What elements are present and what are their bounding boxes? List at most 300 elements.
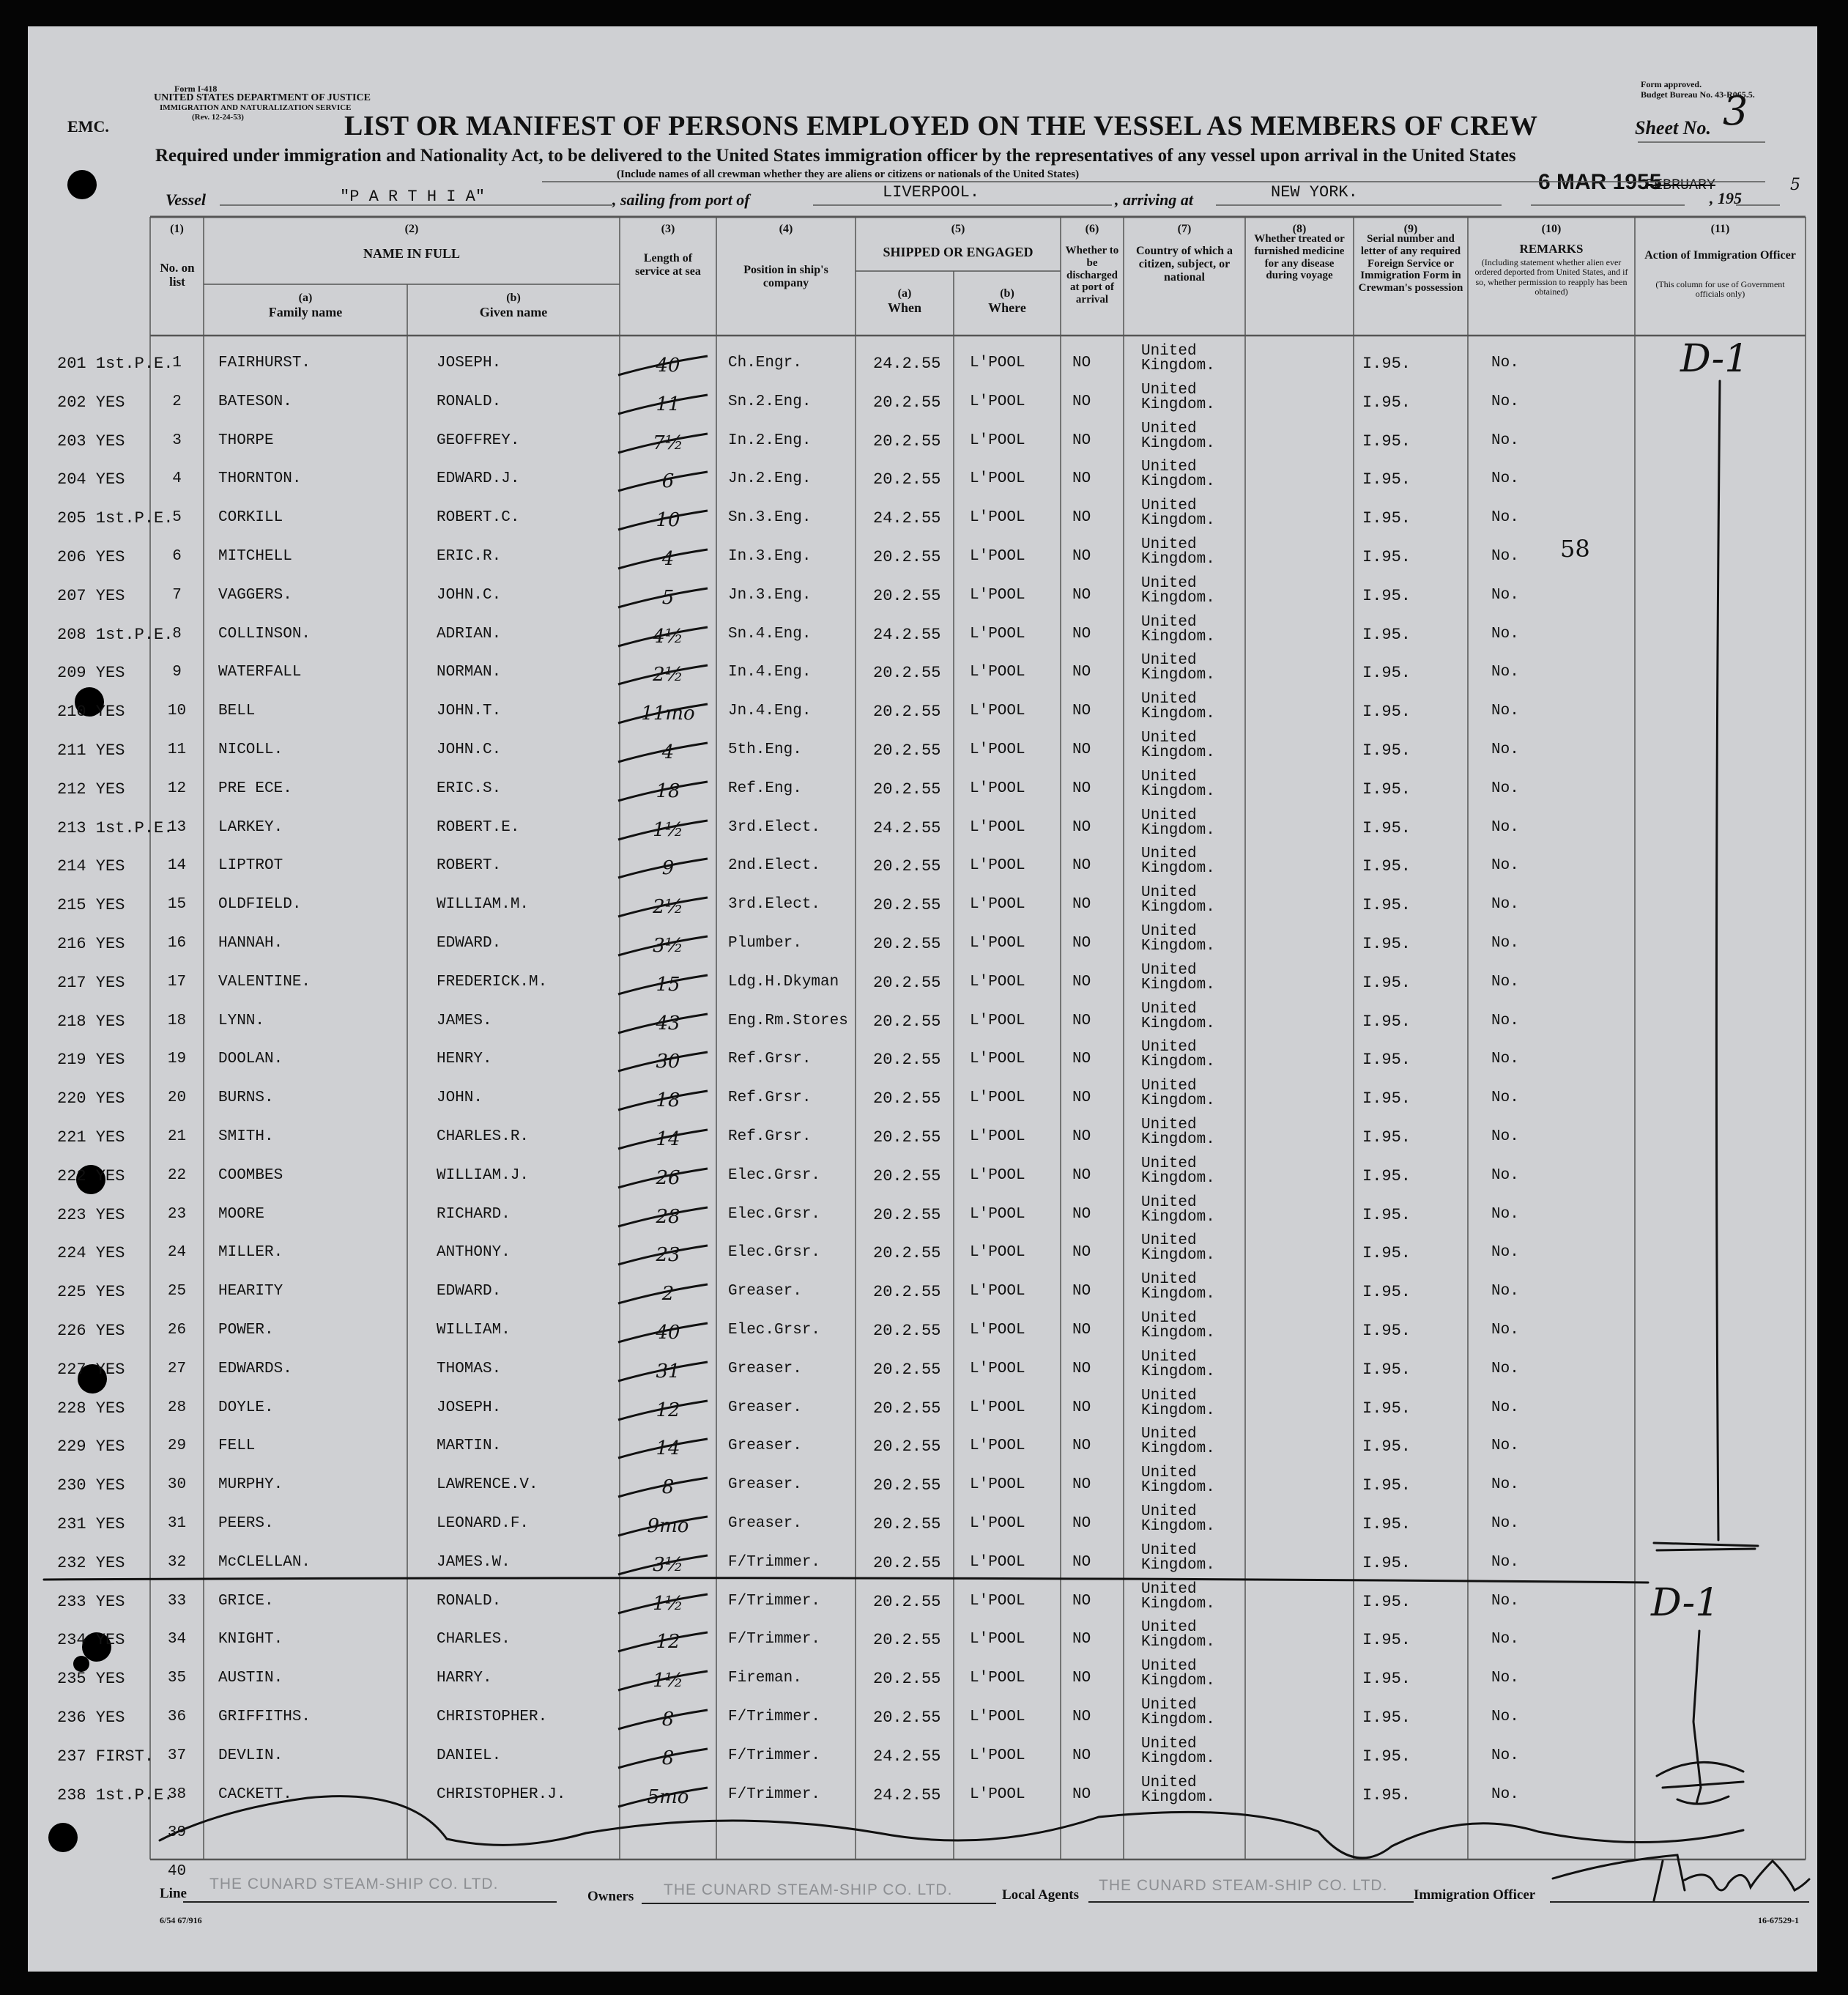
family-name: PRE ECE. bbox=[218, 780, 292, 797]
row-left-annotation: 214 YES bbox=[57, 857, 125, 876]
length-of-service: 18 bbox=[656, 1089, 680, 1112]
vessel-label: Vessel bbox=[166, 190, 206, 209]
position: Jn.3.Eng. bbox=[728, 586, 812, 604]
shipped-where: L'POOL bbox=[970, 1670, 1025, 1687]
sheet-number: 3 bbox=[1723, 88, 1748, 134]
row-left-annotation: 206 YES bbox=[57, 548, 125, 566]
shipped-where: L'POOL bbox=[970, 625, 1025, 643]
shipped-when: 20.2.55 bbox=[873, 1670, 941, 1689]
row-left-annotation: 222 YES bbox=[57, 1166, 125, 1185]
country: United Kingdom. bbox=[1141, 1232, 1215, 1265]
serial-form: I.95. bbox=[1362, 1244, 1411, 1263]
form-approved: Form approved. bbox=[1641, 79, 1702, 89]
position: Greaser. bbox=[728, 1399, 802, 1416]
year-prefix: , 195 bbox=[1710, 189, 1742, 207]
given-name: ERIC.S. bbox=[437, 780, 502, 797]
family-name: OLDFIELD. bbox=[218, 896, 302, 914]
family-name: COOMBES bbox=[218, 1166, 283, 1184]
given-name: JAMES. bbox=[437, 1012, 492, 1029]
col10-note: (Including statement whether alien ever ordered deported from United States, and if so, whether permission to reapply has been obtained) bbox=[1474, 257, 1628, 297]
shipped-when: 20.2.55 bbox=[873, 1128, 941, 1147]
discharged: NO bbox=[1072, 896, 1091, 914]
row-number: 34 bbox=[167, 1631, 187, 1648]
footer-form-code: 16-67529-1 bbox=[1758, 1915, 1799, 1925]
shipped-when: 24.2.55 bbox=[873, 625, 941, 644]
given-name: JOHN.C. bbox=[437, 586, 502, 604]
shipped-where: L'POOL bbox=[970, 896, 1025, 914]
serial-form: I.95. bbox=[1362, 1283, 1411, 1302]
remarks: No. bbox=[1491, 818, 1519, 836]
serial-form: I.95. bbox=[1362, 470, 1411, 489]
serial-form: I.95. bbox=[1362, 1360, 1411, 1379]
shipped-when: 24.2.55 bbox=[873, 1747, 941, 1766]
given-name: RICHARD. bbox=[437, 1205, 511, 1223]
country: United Kingdom. bbox=[1141, 613, 1215, 645]
shipped-when: 24.2.55 bbox=[873, 509, 941, 528]
row-left-annotation: 226 YES bbox=[57, 1322, 125, 1340]
row-left-annotation: 232 YES bbox=[57, 1553, 125, 1572]
discharged: NO bbox=[1072, 1553, 1091, 1571]
sheet-label: Sheet No. bbox=[1635, 117, 1711, 138]
family-name: FELL bbox=[218, 1437, 256, 1455]
country: United Kingdom. bbox=[1141, 923, 1215, 955]
discharged: NO bbox=[1072, 586, 1091, 604]
position: F/Trimmer. bbox=[728, 1592, 821, 1610]
officer-mark-top: D-1 bbox=[1680, 337, 1749, 381]
shipped-where: L'POOL bbox=[970, 703, 1025, 720]
given-name: ROBERT.E. bbox=[437, 818, 520, 836]
shipped-where: L'POOL bbox=[970, 1592, 1025, 1610]
position: 2nd.Elect. bbox=[728, 857, 821, 875]
position: F/Trimmer. bbox=[728, 1553, 821, 1571]
position: Elec.Grsr. bbox=[728, 1205, 821, 1223]
family-name: McCLELLAN. bbox=[218, 1553, 311, 1571]
row-left-annotation: 211 YES bbox=[57, 741, 125, 760]
length-of-service: 43 bbox=[656, 1012, 680, 1034]
family-name: CORKILL bbox=[218, 509, 283, 527]
discharged: NO bbox=[1072, 664, 1091, 681]
given-name: GEOFFREY. bbox=[437, 432, 520, 449]
remarks: No. bbox=[1491, 1205, 1519, 1223]
discharged: NO bbox=[1072, 741, 1091, 758]
shipped-where: L'POOL bbox=[970, 664, 1025, 681]
country: United Kingdom. bbox=[1141, 1117, 1215, 1148]
length-of-service: 8 bbox=[661, 1709, 675, 1731]
row-left-annotation: 218 YES bbox=[57, 1012, 125, 1031]
length-of-service: 40 bbox=[656, 355, 680, 377]
col2-label: NAME IN FULL bbox=[363, 246, 460, 261]
country: United Kingdom. bbox=[1141, 1078, 1215, 1110]
shipped-when: 20.2.55 bbox=[873, 664, 941, 683]
row-left-annotation: 210 YES bbox=[57, 703, 125, 722]
length-of-service: 40 bbox=[656, 1322, 680, 1344]
row-left-annotation: 229 YES bbox=[57, 1437, 125, 1457]
col9-number: (9) bbox=[1403, 223, 1418, 235]
discharged: NO bbox=[1072, 625, 1091, 643]
shipped-when: 20.2.55 bbox=[873, 1089, 941, 1108]
discharged: NO bbox=[1072, 973, 1091, 991]
row-left-annotation: 237 FIRST. bbox=[57, 1747, 155, 1766]
family-name: FAIRHURST. bbox=[218, 355, 311, 371]
col4-label: Position in ship's company bbox=[743, 264, 828, 289]
line-label: Line bbox=[160, 1886, 187, 1901]
owners-label: Owners bbox=[587, 1889, 634, 1904]
length-of-service: 28 bbox=[656, 1205, 680, 1228]
row-left-annotation: 234 YES bbox=[57, 1631, 125, 1650]
family-name: CACKETT. bbox=[218, 1785, 292, 1803]
remarks: No. bbox=[1491, 935, 1519, 952]
country: United Kingdom. bbox=[1141, 497, 1215, 530]
shipped-where: L'POOL bbox=[970, 818, 1025, 836]
family-name: BELL bbox=[218, 703, 256, 720]
country: United Kingdom. bbox=[1141, 1658, 1215, 1690]
country: United Kingdom. bbox=[1141, 574, 1215, 607]
sailing-port: LIVERPOOL. bbox=[883, 183, 980, 201]
remarks: No. bbox=[1491, 780, 1519, 797]
col3-label: Length of service at sea bbox=[635, 252, 701, 278]
shipped-where: L'POOL bbox=[970, 741, 1025, 758]
given-name: RONALD. bbox=[437, 393, 502, 410]
country: United Kingdom. bbox=[1141, 1155, 1215, 1187]
subtitle: Required under immigration and Nationality Act, to be delivered to the United States immigration officer by the representatives of any vessel upon arrival in the United States bbox=[155, 146, 1516, 166]
shipped-where: L'POOL bbox=[970, 1012, 1025, 1029]
country: United Kingdom. bbox=[1141, 1348, 1215, 1380]
row-left-annotation: 215 YES bbox=[57, 896, 125, 915]
shipped-where: L'POOL bbox=[970, 1205, 1025, 1223]
discharged: NO bbox=[1072, 548, 1091, 565]
serial-form: I.95. bbox=[1362, 935, 1411, 953]
remarks: No. bbox=[1491, 1166, 1519, 1184]
row-number: 19 bbox=[167, 1051, 187, 1068]
discharged: NO bbox=[1072, 1437, 1091, 1455]
given-name: CHARLES.R. bbox=[437, 1128, 530, 1145]
country: United Kingdom. bbox=[1141, 1580, 1215, 1613]
agents-value: THE CUNARD STEAM-SHIP CO. LTD. bbox=[1099, 1877, 1388, 1894]
shipped-where: L'POOL bbox=[970, 1747, 1025, 1764]
officer-label: Immigration Officer bbox=[1414, 1887, 1536, 1903]
row-number: 4 bbox=[172, 470, 182, 488]
col6-number: (6) bbox=[1085, 223, 1099, 235]
shipped-where: L'POOL bbox=[970, 1051, 1025, 1068]
serial-form: I.95. bbox=[1362, 1128, 1411, 1147]
family-name: DOOLAN. bbox=[218, 1051, 283, 1068]
length-of-service: 26 bbox=[656, 1166, 680, 1189]
remarks: No. bbox=[1491, 1709, 1519, 1725]
shipped-when: 20.2.55 bbox=[873, 1553, 941, 1572]
row-left-annotation: 203 YES bbox=[57, 432, 125, 451]
shipped-when: 20.2.55 bbox=[873, 703, 941, 722]
given-name: WILLIAM.M. bbox=[437, 896, 530, 914]
discharged: NO bbox=[1072, 935, 1091, 952]
serial-form: I.95. bbox=[1362, 1089, 1411, 1108]
shipped-where: L'POOL bbox=[970, 1166, 1025, 1184]
family-name: DOYLE. bbox=[218, 1399, 274, 1416]
remarks: No. bbox=[1491, 548, 1519, 565]
position: Greaser. bbox=[728, 1360, 802, 1377]
row-number: 40 bbox=[167, 1863, 187, 1881]
footer-print-code: 6/54 67/916 bbox=[160, 1915, 202, 1925]
owners-value: THE CUNARD STEAM-SHIP CO. LTD. bbox=[664, 1881, 953, 1898]
row-number: 22 bbox=[167, 1166, 187, 1184]
col2a-label: Family name bbox=[268, 305, 343, 319]
remarks: No. bbox=[1491, 1437, 1519, 1455]
serial-form: I.95. bbox=[1362, 818, 1411, 837]
remarks: No. bbox=[1491, 1747, 1519, 1764]
serial-form: I.95. bbox=[1362, 1553, 1411, 1572]
position: 3rd.Elect. bbox=[728, 818, 821, 836]
row-number: 21 bbox=[167, 1128, 187, 1145]
row-number: 11 bbox=[167, 741, 187, 758]
given-name: THOMAS. bbox=[437, 1360, 502, 1377]
serial-form: I.95. bbox=[1362, 1166, 1411, 1185]
serial-form: I.95. bbox=[1362, 1399, 1411, 1418]
col3-number: (3) bbox=[661, 223, 675, 235]
discharged: NO bbox=[1072, 1283, 1091, 1300]
position: 3rd.Elect. bbox=[728, 896, 821, 914]
shipped-when: 24.2.55 bbox=[873, 355, 941, 373]
family-name: MURPHY. bbox=[218, 1476, 283, 1494]
row-number: 18 bbox=[167, 1012, 187, 1029]
row-left-annotation: 227 YES bbox=[57, 1360, 125, 1379]
remarks: No. bbox=[1491, 1322, 1519, 1339]
shipped-when: 20.2.55 bbox=[873, 1205, 941, 1224]
row-left-annotation: 225 YES bbox=[57, 1283, 125, 1302]
shipped-when: 20.2.55 bbox=[873, 780, 941, 799]
position: Ref.Grsr. bbox=[728, 1089, 812, 1107]
shipped-when: 20.2.55 bbox=[873, 1283, 941, 1302]
col5b-label: Where bbox=[988, 300, 1026, 315]
row-number: 39 bbox=[167, 1824, 187, 1842]
col4-number: (4) bbox=[779, 223, 793, 235]
serial-form: I.95. bbox=[1362, 896, 1411, 915]
row-number: 30 bbox=[167, 1476, 187, 1494]
given-name: JOHN.C. bbox=[437, 741, 502, 758]
family-name: HEARITY bbox=[218, 1283, 283, 1300]
country: United Kingdom. bbox=[1141, 420, 1215, 452]
col7-number: (7) bbox=[1177, 223, 1192, 235]
shipped-where: L'POOL bbox=[970, 1399, 1025, 1416]
length-of-service: 7½ bbox=[653, 432, 683, 454]
col5-number: (5) bbox=[951, 223, 965, 235]
shipped-when: 20.2.55 bbox=[873, 1360, 941, 1379]
remark-annotation: 58 bbox=[1560, 535, 1590, 563]
family-name: THORPE bbox=[218, 432, 274, 449]
serial-form: I.95. bbox=[1362, 703, 1411, 722]
shipped-where: L'POOL bbox=[970, 586, 1025, 604]
discharged: NO bbox=[1072, 1244, 1091, 1262]
position: Greaser. bbox=[728, 1476, 802, 1494]
country: United Kingdom. bbox=[1141, 343, 1215, 374]
given-name: ROBERT. bbox=[437, 857, 502, 875]
serial-form: I.95. bbox=[1362, 973, 1411, 992]
given-name: HARRY. bbox=[437, 1670, 492, 1687]
length-of-service: 14 bbox=[656, 1128, 680, 1150]
given-name: JAMES.W. bbox=[437, 1553, 511, 1571]
discharged: NO bbox=[1072, 1747, 1091, 1764]
country: United Kingdom. bbox=[1141, 1193, 1215, 1226]
col2a-number: (a) bbox=[298, 292, 313, 304]
col5a-number: (a) bbox=[897, 287, 912, 300]
discharged: NO bbox=[1072, 470, 1091, 488]
discharged: NO bbox=[1072, 1128, 1091, 1145]
row-left-annotation: 235 YES bbox=[57, 1670, 125, 1689]
row-number: 23 bbox=[167, 1205, 187, 1223]
position: F/Trimmer. bbox=[728, 1631, 821, 1648]
country: United Kingdom. bbox=[1141, 1697, 1215, 1728]
given-name: LAWRENCE.V. bbox=[437, 1476, 538, 1494]
shipped-when: 20.2.55 bbox=[873, 1399, 941, 1418]
given-name: ROBERT.C. bbox=[437, 509, 520, 527]
shipped-where: L'POOL bbox=[970, 355, 1025, 371]
year-digit: 5 bbox=[1790, 176, 1800, 194]
position: Jn.2.Eng. bbox=[728, 470, 812, 488]
shipped-where: L'POOL bbox=[970, 470, 1025, 488]
family-name: WATERFALL bbox=[218, 664, 302, 681]
length-of-service: 8 bbox=[661, 1476, 675, 1499]
family-name: BURNS. bbox=[218, 1089, 274, 1107]
serial-form: I.95. bbox=[1362, 355, 1411, 373]
discharged: NO bbox=[1072, 1476, 1091, 1494]
remarks: No. bbox=[1491, 470, 1519, 488]
discharged: NO bbox=[1072, 1631, 1091, 1648]
discharged: NO bbox=[1072, 1322, 1091, 1339]
remarks: No. bbox=[1491, 1785, 1519, 1803]
length-of-service: 3½ bbox=[653, 1553, 683, 1576]
serial-form: I.95. bbox=[1362, 1592, 1411, 1611]
row-left-annotation: 216 YES bbox=[57, 935, 125, 953]
remarks: No. bbox=[1491, 1592, 1519, 1610]
shipped-when: 20.2.55 bbox=[873, 857, 941, 876]
serial-form: I.95. bbox=[1362, 1515, 1411, 1533]
position: Elec.Grsr. bbox=[728, 1322, 821, 1339]
shipped-when: 20.2.55 bbox=[873, 1051, 941, 1070]
family-name: THORNTON. bbox=[218, 470, 302, 488]
shipped-when: 20.2.55 bbox=[873, 1631, 941, 1650]
given-name: WILLIAM. bbox=[437, 1322, 511, 1339]
country: United Kingdom. bbox=[1141, 845, 1215, 878]
sailing-label: , sailing from port of bbox=[612, 190, 750, 209]
shipped-where: L'POOL bbox=[970, 1283, 1025, 1300]
position: Greaser. bbox=[728, 1437, 802, 1455]
shipped-where: L'POOL bbox=[970, 1244, 1025, 1262]
row-number: 28 bbox=[167, 1399, 187, 1416]
discharged: NO bbox=[1072, 1360, 1091, 1377]
remarks: No. bbox=[1491, 703, 1519, 720]
family-name: MILLER. bbox=[218, 1244, 283, 1262]
length-of-service: 14 bbox=[656, 1437, 680, 1460]
family-name: BATESON. bbox=[218, 393, 292, 410]
given-name: CHRISTOPHER.J. bbox=[437, 1785, 566, 1803]
position: 5th.Eng. bbox=[728, 741, 802, 758]
discharged: NO bbox=[1072, 1012, 1091, 1029]
position: Jn.4.Eng. bbox=[728, 703, 812, 720]
family-name: NICOLL. bbox=[218, 741, 283, 758]
remarks: No. bbox=[1491, 1012, 1519, 1029]
given-name: ANTHONY. bbox=[437, 1244, 511, 1262]
budget-number: Budget Bureau No. 43-R065.5. bbox=[1641, 89, 1755, 100]
position: In.3.Eng. bbox=[728, 548, 812, 565]
form-revision: (Rev. 12-24-53) bbox=[192, 113, 244, 122]
given-name: DANIEL. bbox=[437, 1747, 502, 1764]
include-note: (Include names of all crewman whether they are aliens or citizens or nationals of the United States) bbox=[617, 169, 1080, 180]
country: United Kingdom. bbox=[1141, 381, 1215, 413]
length-of-service: 23 bbox=[656, 1244, 680, 1267]
remarks: No. bbox=[1491, 857, 1519, 875]
given-name: EDWARD.J. bbox=[437, 470, 520, 488]
length-of-service: 12 bbox=[656, 1631, 680, 1654]
country: United Kingdom. bbox=[1141, 1310, 1215, 1341]
country: United Kingdom. bbox=[1141, 1503, 1215, 1535]
col5a-label: When bbox=[887, 300, 921, 315]
length-of-service: 2 bbox=[661, 1283, 675, 1306]
shipped-where: L'POOL bbox=[970, 1360, 1025, 1377]
vessel-name: "P A R T H I A" bbox=[340, 188, 486, 206]
row-number: 12 bbox=[167, 780, 187, 797]
discharged: NO bbox=[1072, 1670, 1091, 1687]
row-number: 14 bbox=[167, 857, 187, 875]
row-number: 27 bbox=[167, 1360, 187, 1377]
discharged: NO bbox=[1072, 1399, 1091, 1416]
col2-number: (2) bbox=[404, 223, 419, 235]
shipped-when: 20.2.55 bbox=[873, 586, 941, 605]
length-of-service: 5 bbox=[661, 586, 675, 609]
remarks: No. bbox=[1491, 355, 1519, 371]
shipped-when: 20.2.55 bbox=[873, 1244, 941, 1263]
remarks: No. bbox=[1491, 1128, 1519, 1145]
country: United Kingdom. bbox=[1141, 652, 1215, 684]
shipped-where: L'POOL bbox=[970, 1709, 1025, 1725]
shipped-where: L'POOL bbox=[970, 1437, 1025, 1455]
serial-form: I.95. bbox=[1362, 1747, 1411, 1766]
position: In.4.Eng. bbox=[728, 664, 812, 681]
serial-form: I.95. bbox=[1362, 857, 1411, 876]
length-of-service: 9mo bbox=[647, 1515, 689, 1537]
col2b-number: (b) bbox=[506, 292, 521, 304]
family-name: GRICE. bbox=[218, 1592, 274, 1610]
form-service: IMMIGRATION AND NATURALIZATION SERVICE bbox=[160, 103, 352, 112]
length-of-service: 4½ bbox=[653, 625, 683, 648]
page-title: LIST OR MANIFEST OF PERSONS EMPLOYED ON THE VESSEL AS MEMBERS OF CREW bbox=[344, 111, 1538, 141]
position: Ref.Grsr. bbox=[728, 1051, 812, 1068]
row-number: 5 bbox=[172, 509, 182, 527]
given-name: FREDERICK.M. bbox=[437, 973, 548, 991]
length-of-service: 8 bbox=[661, 1747, 675, 1769]
shipped-where: L'POOL bbox=[970, 393, 1025, 410]
position: Ref.Eng. bbox=[728, 780, 802, 797]
arrival-date-stamp: 6 MAR 1955 bbox=[1538, 170, 1662, 194]
country: United Kingdom. bbox=[1141, 807, 1215, 839]
length-of-service: 10 bbox=[656, 509, 680, 532]
row-number: 7 bbox=[172, 586, 182, 604]
family-name: MOORE bbox=[218, 1205, 265, 1223]
discharged: NO bbox=[1072, 1592, 1091, 1610]
row-left-annotation: 207 YES bbox=[57, 586, 125, 605]
arriving-port: NEW YORK. bbox=[1271, 183, 1358, 201]
country: United Kingdom. bbox=[1141, 1426, 1215, 1458]
discharged: NO bbox=[1072, 1089, 1091, 1107]
length-of-service: 1½ bbox=[653, 1670, 683, 1692]
family-name: PEERS. bbox=[218, 1515, 274, 1532]
col9-label: Serial number and letter of any required Foreign Service or Immigration Form in Crewman's possession bbox=[1358, 233, 1463, 295]
shipped-where: L'POOL bbox=[970, 780, 1025, 797]
row-left-annotation: 213 1st.P.E. bbox=[57, 818, 174, 837]
discharged: NO bbox=[1072, 1785, 1091, 1803]
row-number: 32 bbox=[167, 1553, 187, 1571]
position: In.2.Eng. bbox=[728, 432, 812, 449]
row-number: 6 bbox=[172, 548, 182, 565]
row-number: 10 bbox=[167, 703, 187, 720]
agents-label: Local Agents bbox=[1002, 1887, 1080, 1903]
